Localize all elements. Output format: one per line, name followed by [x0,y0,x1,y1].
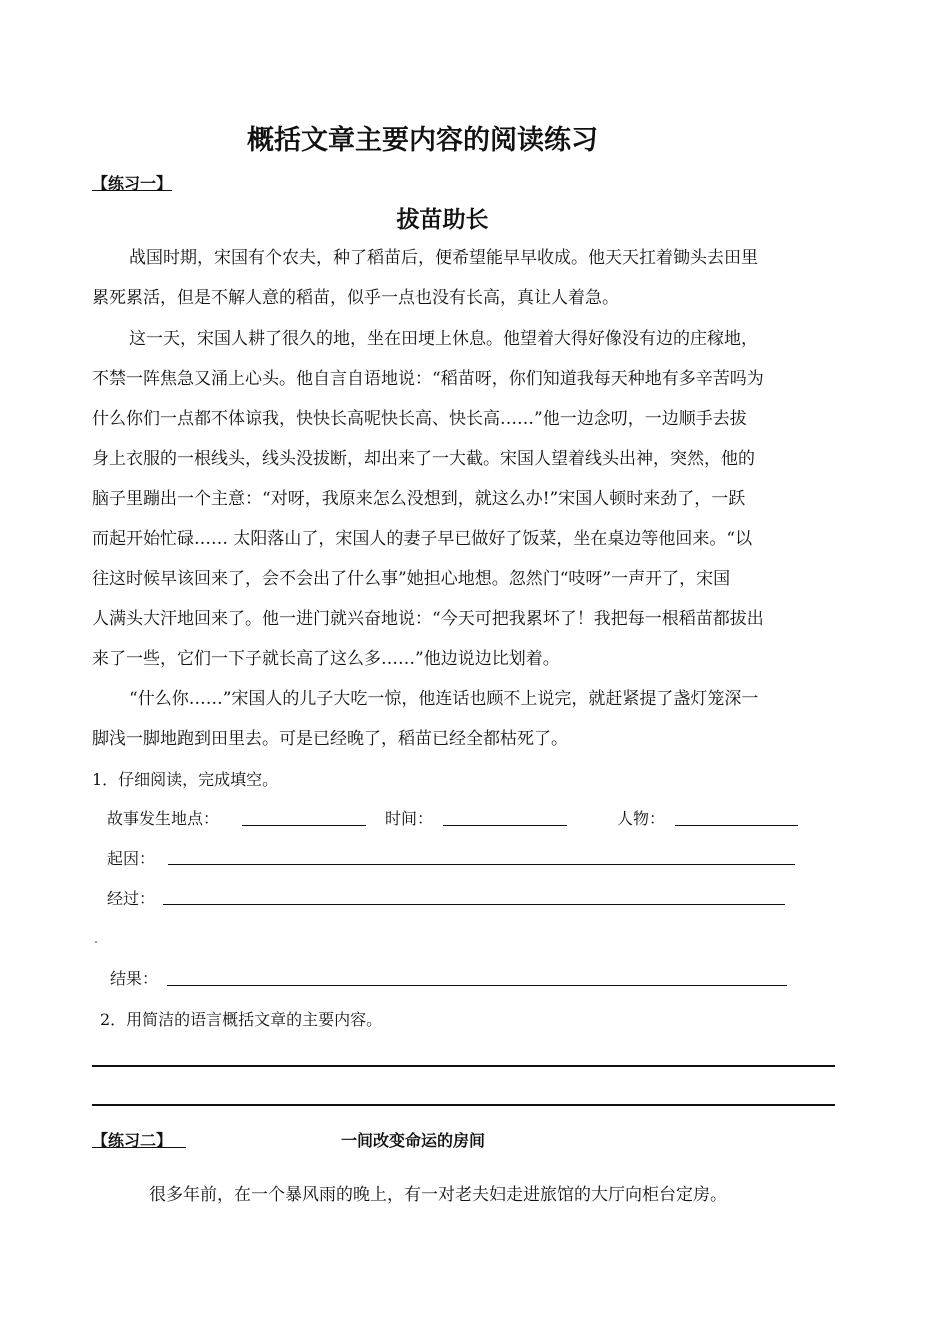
story-line: 脚浅一脚地跑到田里去。可是已经晚了，稻苗已经全都枯死了。 [92,729,568,749]
people-blank[interactable] [675,825,798,826]
page-title: 概括文章主要内容的阅读练习 [247,125,598,156]
label-underline [160,1147,186,1148]
story-line: 战国时期，宋国有个农夫，种了稻苗后，便希望能早早收成。他天天扛着锄头去田里 [129,248,758,268]
place-blank[interactable] [242,825,366,826]
answer-line[interactable] [92,1104,835,1106]
result-blank[interactable] [167,985,787,986]
exercise-2-line: 很多年前，在一个暴风雨的晚上，有一对老夫妇走进旅馆的大厅向柜台定房。 [149,1185,727,1205]
stray-mark [95,941,97,943]
result-label: 结果： [110,969,159,988]
story-line: 脑子里蹦出一个主意：“对呀，我原来怎么没想到，就这么办!”宋国人顿时来劲了，一跃 [92,489,746,509]
question-2: 2．用简洁的语言概括文章的主要内容。 [100,1010,383,1029]
story-line: 而起开始忙碌…… 太阳落山了，宋国人的妻子早已做好了饭菜，坐在桌边等他回来。“以 [92,529,753,549]
story-line: 什么你们一点都不体谅我，快快长高呢快长高、快长高……”他一边念叨，一边顺手去拔 [92,409,747,429]
story-line: “什么你……”宋国人的儿子大吃一惊，他连话也顾不上说完，就赶紧提了盏灯笼深一 [129,689,759,709]
exercise-1-label: 【练习一】 [92,174,173,193]
story-line: 来了一些，它们一下子就长高了这么多……”他边说边比划着。 [92,649,560,669]
story-line: 这一天，宋国人耕了很久的地，坐在田埂上休息。他望着大得好像没有边的庄稼地， [129,329,758,349]
cause-label: 起因： [107,849,156,868]
people-label: 人物： [617,809,666,828]
exercise-2-label: 【练习二】 [92,1131,173,1150]
process-label: 经过： [107,889,156,908]
answer-line[interactable] [92,1065,835,1067]
story-line: 累死累活，但是不解人意的稻苗，似乎一点也没有长高，真让人着急。 [92,288,619,308]
story-line: 往这时候早该回来了，会不会出了什么事”她担心地想。忽然门“吱呀”一声开了，宋国 [92,569,731,589]
process-blank[interactable] [163,904,785,905]
question-1: 1．仔细阅读，完成填空。 [92,770,279,789]
time-blank[interactable] [443,825,567,826]
story-line: 人满头大汗地回来了。他一进门就兴奋地说：“今天可把我累坏了！我把每一根稻苗都拔出 [92,609,764,629]
story-line: 不禁一阵焦急又涌上心头。他自言自语地说：“稻苗呀，你们知道我每天种地有多辛苦吗为 [92,369,764,389]
time-label: 时间： [385,809,434,828]
cause-blank[interactable] [168,864,795,865]
place-label: 故事发生地点： [107,809,220,828]
story-title: 拔苗助长 [396,207,489,233]
story-line: 身上衣服的一根线头，线头没拔断，却出来了一大截。宋国人望着线头出神，突然，他的 [92,449,755,469]
exercise-2-title: 一间改变命运的房间 [341,1131,486,1150]
